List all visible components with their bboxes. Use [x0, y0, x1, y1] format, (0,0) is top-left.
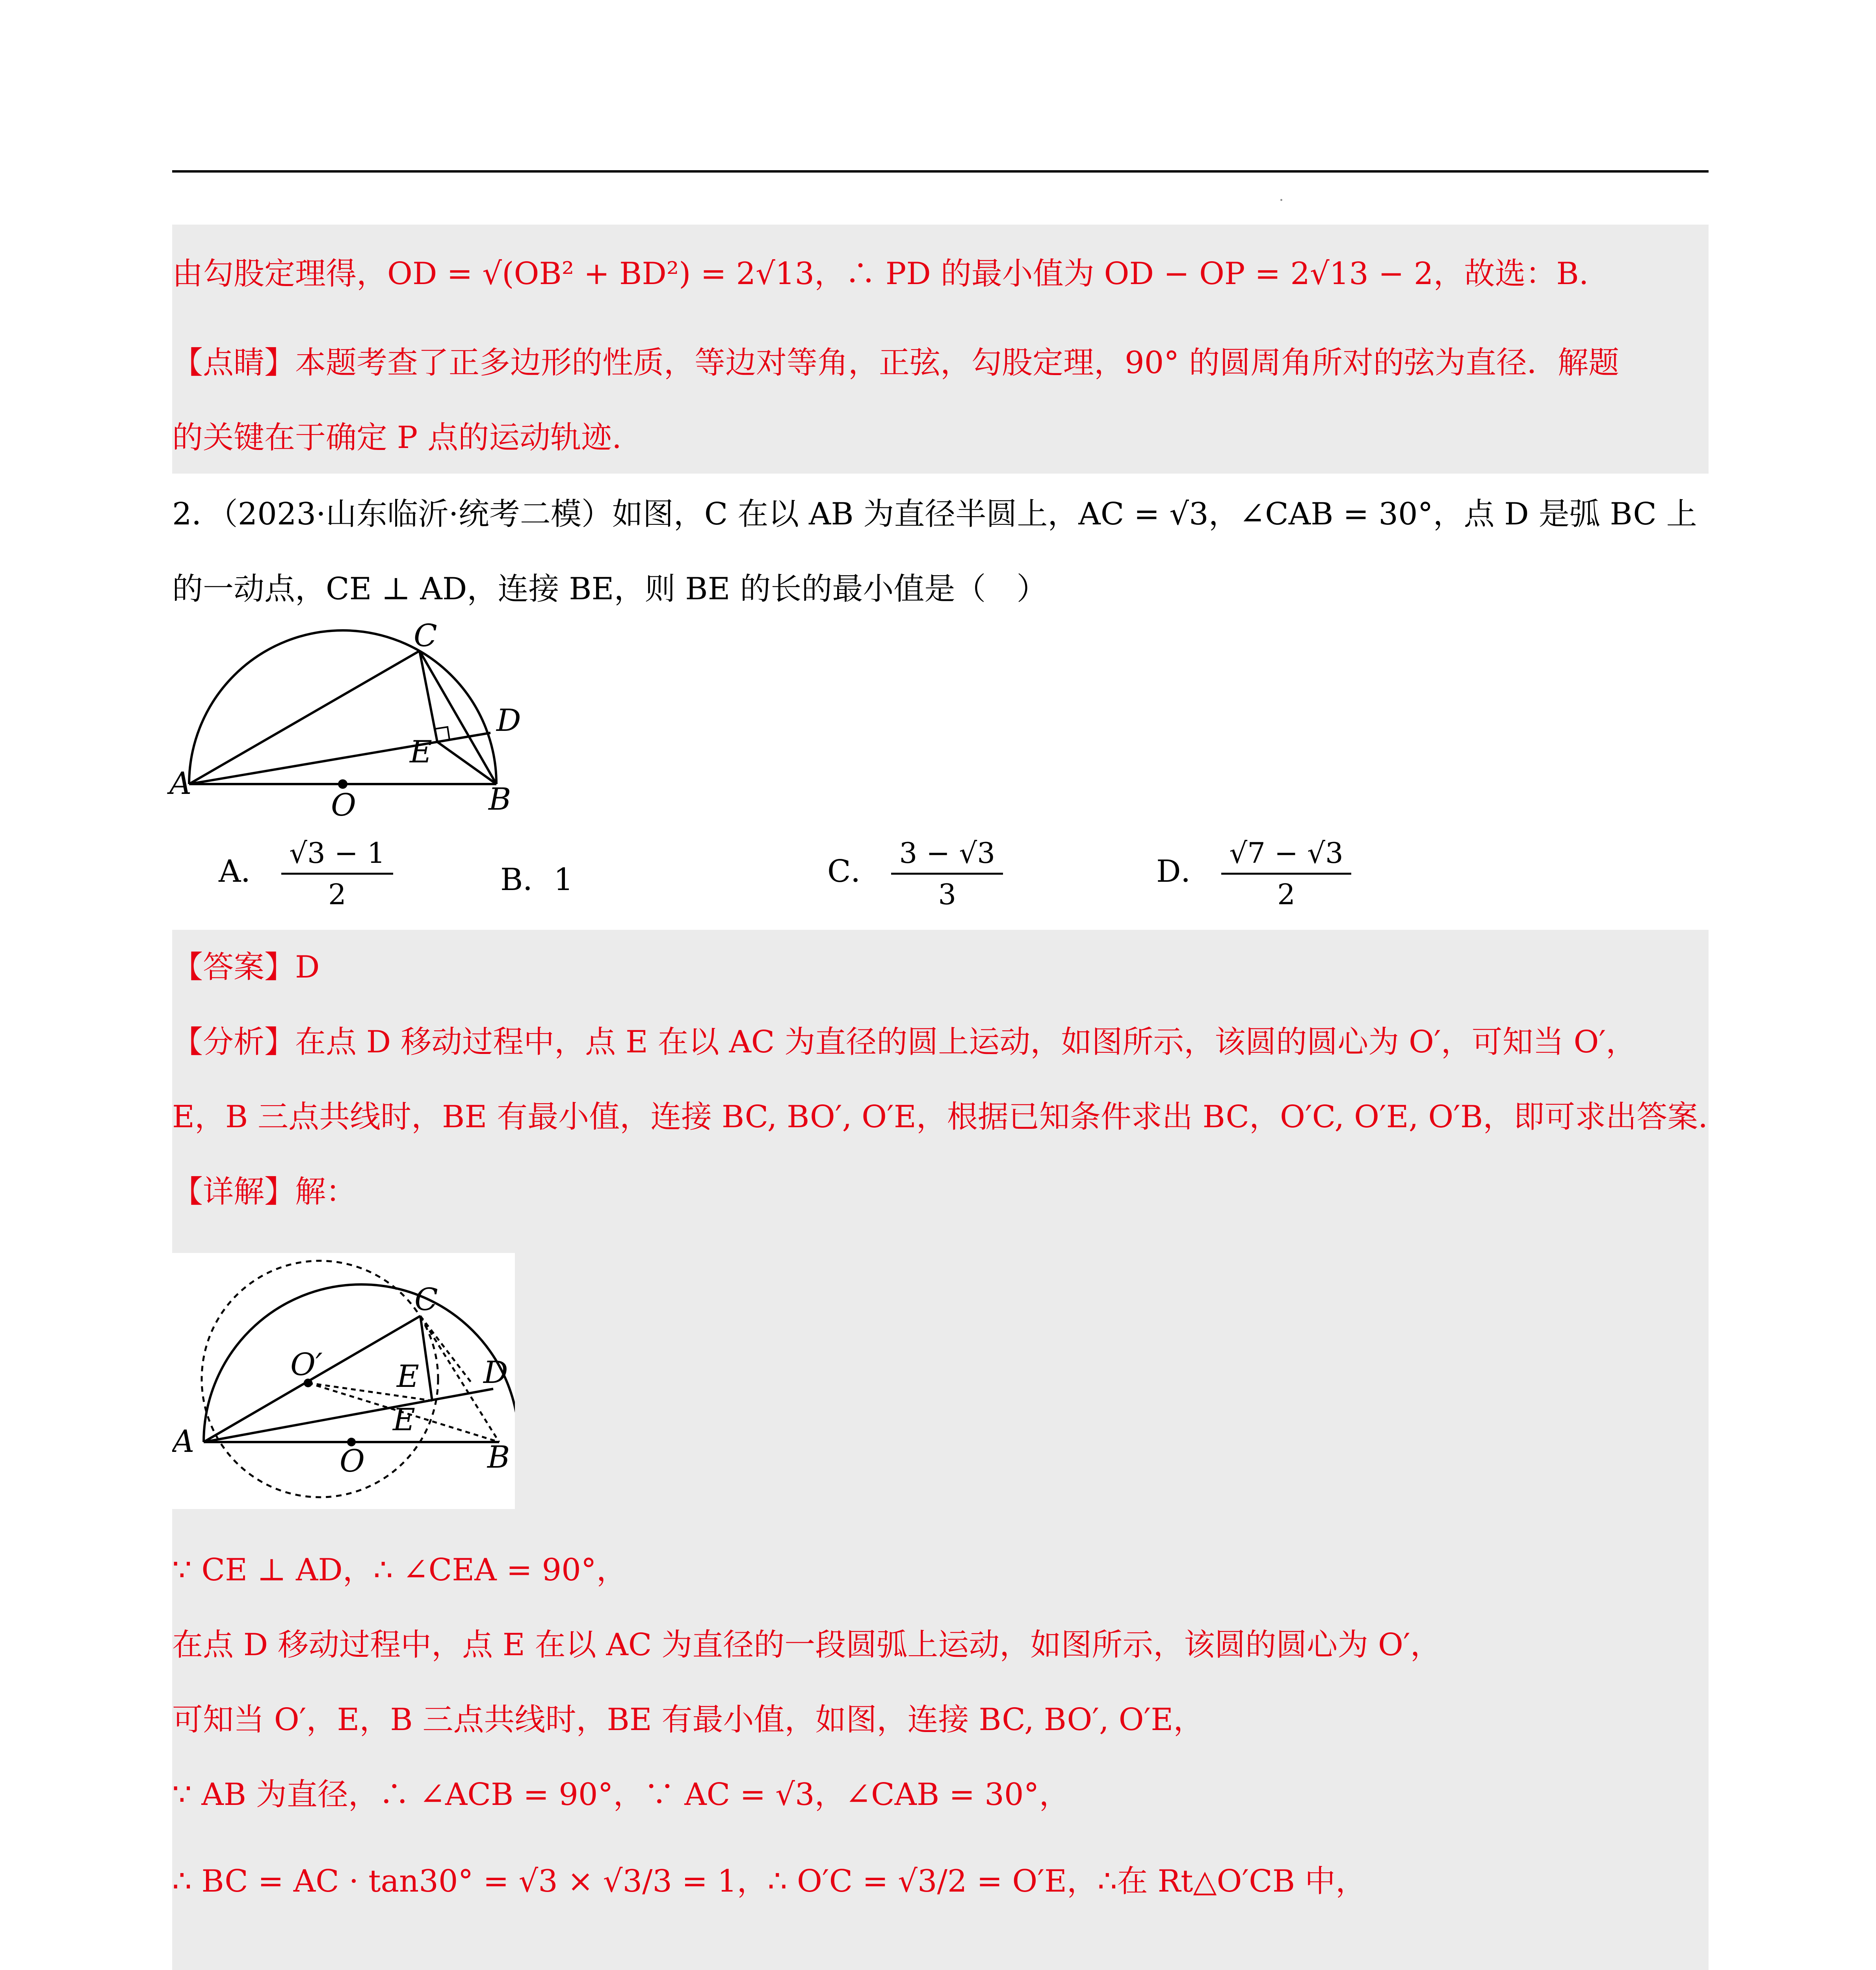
option-b-label: B．1: [500, 862, 573, 898]
header-rule: [172, 170, 1709, 173]
option-d-num: √7 − √3: [1221, 833, 1351, 875]
fig-label-b: B: [489, 782, 511, 817]
q2-step-2: 在点 D 移动过程中，点 E 在以 AC 为直径的一段圆弧上运动，如图所示，该圆的圆心为 O′，: [172, 1627, 1441, 1663]
fig-label-o: O: [331, 788, 356, 823]
fig2-label-o: O: [340, 1444, 365, 1479]
q2-line2: 的一动点，CE ⊥ AD，连接 BE，则 BE 的长的最小值是（ ）: [172, 571, 1048, 607]
fig2-label-op: O′: [290, 1347, 323, 1383]
q2-step-3: 可知当 O′，E，B 三点共线时，BE 有最小值，如图，连接 BC, BO′, O′E，: [172, 1702, 1204, 1738]
prev-comment-line2: 的关键在于确定 P 点的运动轨迹.: [172, 420, 622, 455]
q2-answer: 【答案】D: [172, 950, 320, 985]
q2-step-1: ∵ CE ⊥ AD，∴ ∠CEA = 90°，: [172, 1552, 627, 1588]
option-c-den: 3: [938, 878, 957, 911]
option-a-den: 2: [328, 878, 346, 911]
q2-solution-figure: [172, 1253, 515, 1509]
header-dot: [1280, 199, 1282, 201]
option-c-label: C．: [827, 854, 882, 889]
q2-figure: [165, 623, 552, 835]
option-c[interactable]: [827, 833, 1003, 914]
fig2-label-c: C: [414, 1282, 438, 1318]
option-d-den: 2: [1277, 878, 1295, 911]
option-b[interactable]: [500, 858, 573, 901]
semicircle-arc: [189, 630, 496, 784]
fig-label-e: E: [410, 734, 432, 770]
fig2-label-a: A: [172, 1424, 195, 1459]
option-a-fraction: [281, 833, 393, 914]
option-a-num: √3 − 1: [281, 833, 393, 875]
q2-step-4: ∵ AB 为直径，∴ ∠ACB = 90°，∵ AC = √3，∠CAB = 30°，: [172, 1777, 1070, 1812]
q2-line1: 2．（2023·山东临沂·统考二模）如图，C 在以 AB 为直径半圆上，AC = √3，∠CAB = 30°，点 D 是弧 BC 上: [172, 496, 1697, 532]
fig2-label-e: E: [397, 1359, 419, 1394]
option-a[interactable]: [219, 833, 393, 914]
segment-be: [437, 742, 496, 784]
fig-label-a: A: [169, 766, 192, 801]
option-d[interactable]: [1156, 833, 1351, 914]
fig2-label-e2: E: [393, 1402, 415, 1438]
q2-analysis-line2: E，B 三点共线时，BE 有最小值，连接 BC, BO′, O′E，根据已知条件求出 BC，O′C, O′E, O′B，即可求出答案.: [172, 1099, 1708, 1135]
prev-comment-line1: 【点睛】本题考查了正多边形的性质，等边对等角，正弦，勾股定理，90° 的圆周角所对的弦为直径．解题: [172, 345, 1620, 381]
prev-solution-line1: 由勾股定理得，OD = √(OB² + BD²) = 2√13，∴ PD 的最小值为 OD − OP = 2√13 − 2，故选：B.: [172, 256, 1589, 292]
fig2-label-d: D: [483, 1355, 508, 1390]
option-d-label: D．: [1156, 854, 1212, 889]
option-a-label: A．: [219, 854, 272, 889]
q2-analysis-line1: 【分析】在点 D 移动过程中，点 E 在以 AC 为直径的圆上运动，如图所示，该圆的圆心为 O′，可知当 O′，: [172, 1024, 1637, 1060]
fig-label-c: C: [414, 623, 437, 654]
option-d-fraction: [1221, 833, 1351, 914]
fig-label-d: D: [496, 703, 521, 738]
option-c-num: 3 − √3: [891, 833, 1003, 875]
fig2-label-b: B: [487, 1440, 510, 1475]
q2-detail-head: 【详解】解：: [172, 1174, 357, 1210]
option-c-fraction: [891, 833, 1003, 914]
q2-step-5: ∴ BC = AC · tan30° = √3 × √3/3 = 1，∴ O′C = √3/2 = O′E，∴在 Rt△O′CB 中，: [172, 1864, 1366, 1899]
